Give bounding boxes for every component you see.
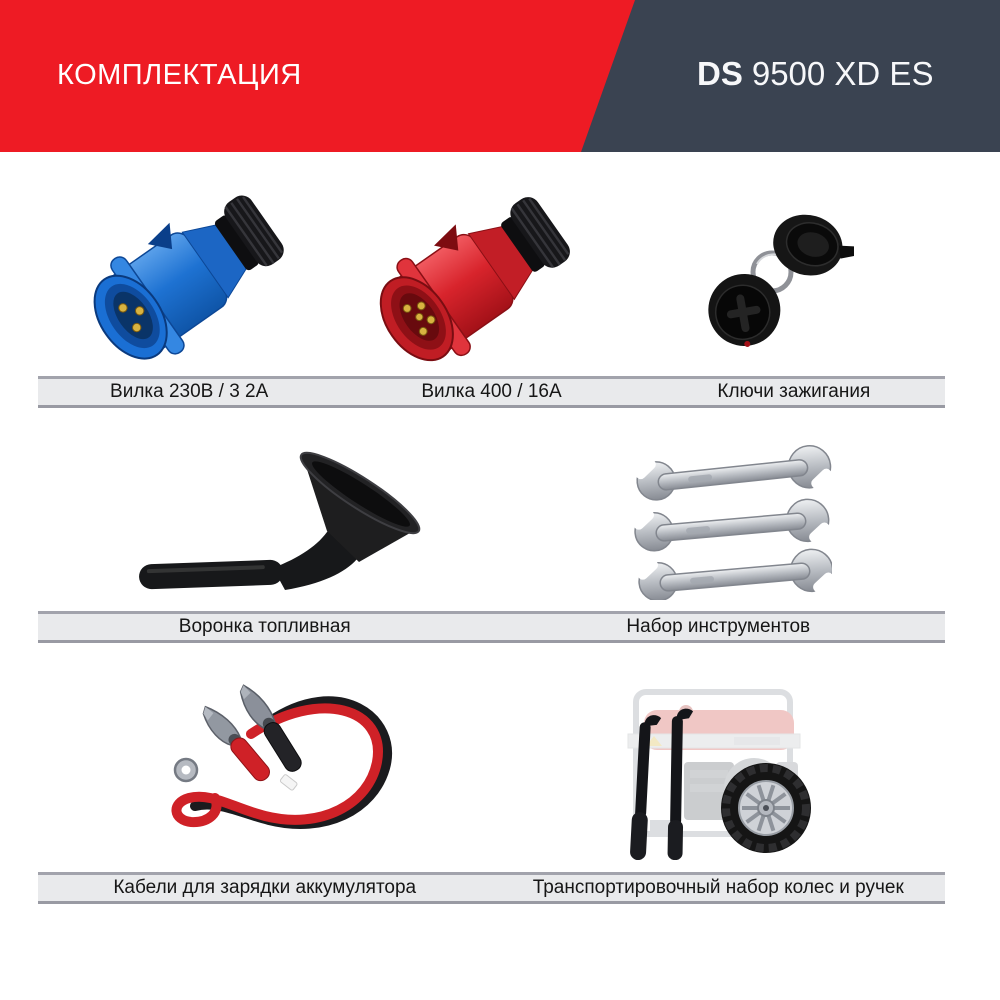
item-label: Вилка 400 / 16А (421, 381, 562, 402)
battery-charging-cables-icon (153, 672, 405, 840)
model-brand: DS (697, 55, 743, 92)
ignition-keys-icon (692, 198, 854, 348)
item-label: Транспортировочный набор колес и ручек (532, 877, 904, 898)
label-row-2 (38, 611, 945, 643)
item-label: Воронка топливная (178, 616, 351, 637)
figure-transport-wheels-handles-kit (606, 670, 840, 860)
figure-fuel-funnel (133, 441, 421, 590)
wrench-set-icon (628, 436, 832, 600)
item-label: Ключи зажигания (717, 381, 871, 402)
item-label: Вилка 230В / 3 2А (110, 381, 269, 402)
transport-wheels-handles-kit-icon (606, 670, 840, 860)
figure-red-power-plug (372, 186, 584, 368)
figure-blue-power-plug (88, 183, 293, 371)
item-label: Набор инструментов (626, 616, 811, 637)
wheel (721, 763, 811, 853)
model-number: 9500 XD ES (751, 55, 934, 92)
label-row-1 (38, 376, 945, 408)
model-name (697, 57, 933, 91)
section-title: КОМПЛЕКТАЦИЯ (57, 59, 302, 91)
red-power-plug-icon (372, 186, 584, 368)
figure-ignition-keys (692, 198, 854, 348)
figure-wrench-set (628, 436, 832, 600)
fuel-funnel-icon (133, 441, 421, 590)
page-header (0, 0, 1000, 152)
figure-battery-charging-cables (153, 672, 405, 840)
item-label: Кабели для зарядки аккумулятора (113, 877, 417, 898)
label-row-3 (38, 872, 945, 904)
blue-power-plug-icon (88, 183, 293, 371)
